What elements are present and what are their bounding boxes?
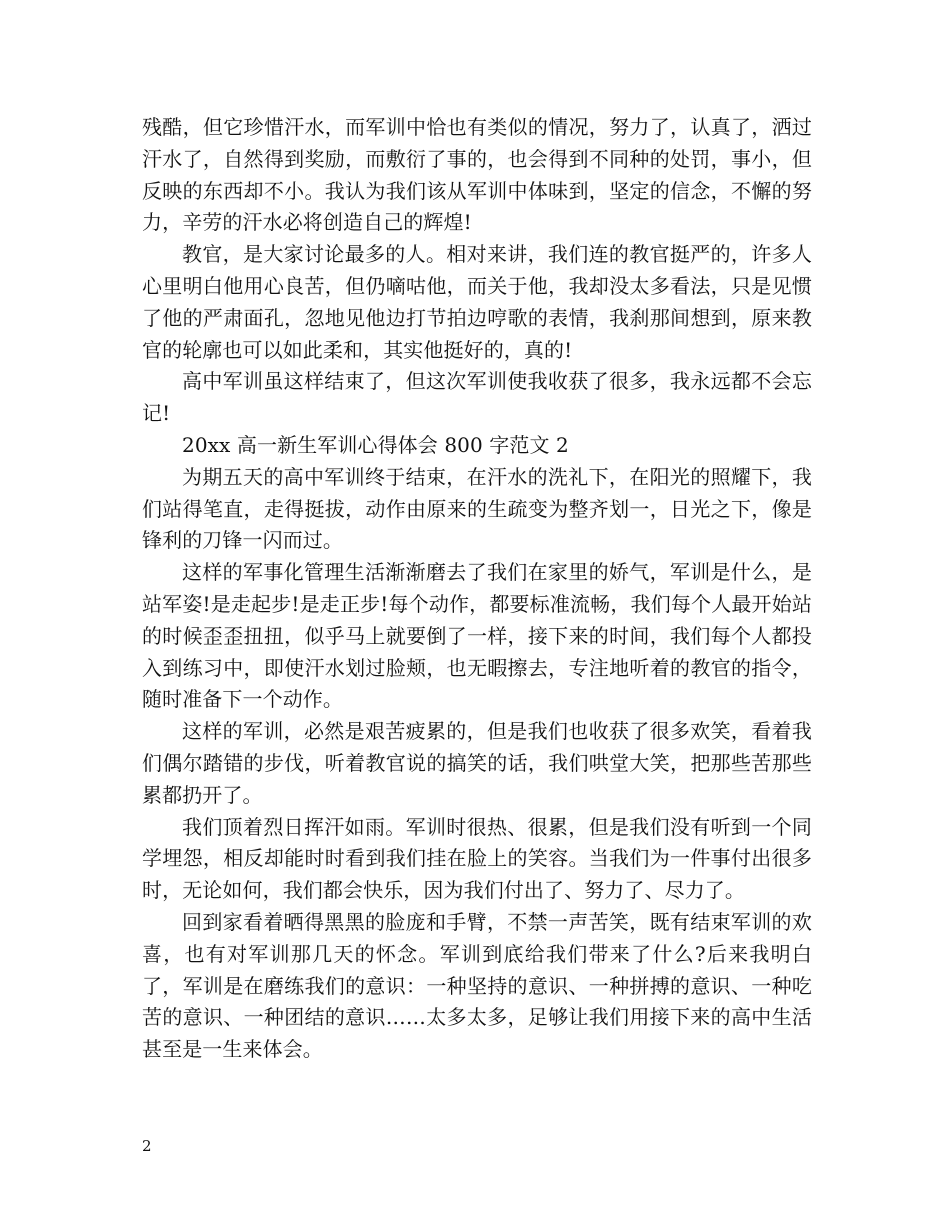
body-text bbox=[142, 112, 812, 1066]
paragraph-4: 为期五天的高中军训终于结束，在汗水的洗礼下，在阳光的照耀下，我们站得笔直，走得挺拔，动作由原来的生疏变为整齐划一，日光之下，像是锋利的刀锋一闪而过。 bbox=[142, 464, 812, 553]
paragraph-3: 高中军训虽这样结束了，但这次军训使我收获了很多，我永远都不会忘记! bbox=[142, 369, 812, 426]
paragraph-6: 这样的军训，必然是艰苦疲累的，但是我们也收获了很多欢笑，看着我们偶尔踏错的步伐，听着教官说的搞笑的话，我们哄堂大笑，把那些苦那些累都扔开了。 bbox=[142, 719, 812, 807]
paragraph-1: 残酷，但它珍惜汗水，而军训中恰也有类似的情况，努力了，认真了，洒过汗水了，自然得到奖励，而敷衍了事的，也会得到不同种的处罚，事小，但反映的东西却不小。我认为我们该从军训中体味到，坚定的信念，不懈的努力，辛劳的汗水必将创造自己的辉煌! bbox=[142, 115, 812, 235]
paragraph-5: 这样的军事化管理生活渐渐磨去了我们在家里的娇气，军训是什么，是站军姿!是走起步!是走正步!每个动作，都要标准流畅，我们每个人最开始站的时候歪歪扭扭，似乎马上就要倒了一样，接下来的时间，我们每个人都投入到练习中，即使汗水划过脸颊，也无暇擦去，专注地听着的教官的指令，随时准备下一个动作。 bbox=[142, 560, 812, 712]
page-number: 2 bbox=[142, 1137, 152, 1155]
paragraph-2: 教官，是大家讨论最多的人。相对来讲，我们连的教官挺严的，许多人心里明白他用心良苦，但仍嘀咕他，而关于他，我却没太多看法，只是见惯了他的严肃面孔，忽地见他边打节拍边哼歌的表情，我刹那间想到，原来教官的轮廓也可以如此柔和，其实他挺好的，真的! bbox=[142, 242, 812, 362]
paragraph-8: 回到家看着晒得黑黑的脸庞和手臂，不禁一声苦笑，既有结束军训的欢喜，也有对军训那几天的怀念。军训到底给我们带来了什么?后来我明白了，军训是在磨练我们的意识：一种坚持的意识、一种拼搏的意识、一种吃苦的意识、一种团结的意识……太多太多，足够让我们用接下来的高中生活甚至是一生来体会。 bbox=[142, 909, 812, 1062]
paragraph-7: 我们顶着烈日挥汗如雨。军训时很热、很累，但是我们没有听到一个同学埋怨，相反却能时时看到我们挂在脸上的笑容。当我们为一件事付出很多时，无论如何，我们都会快乐，因为我们付出了、努力了、尽力了。 bbox=[142, 814, 812, 903]
section-heading: 20xx 高一新生军训心得体会 800 字范文 2 bbox=[182, 432, 569, 457]
